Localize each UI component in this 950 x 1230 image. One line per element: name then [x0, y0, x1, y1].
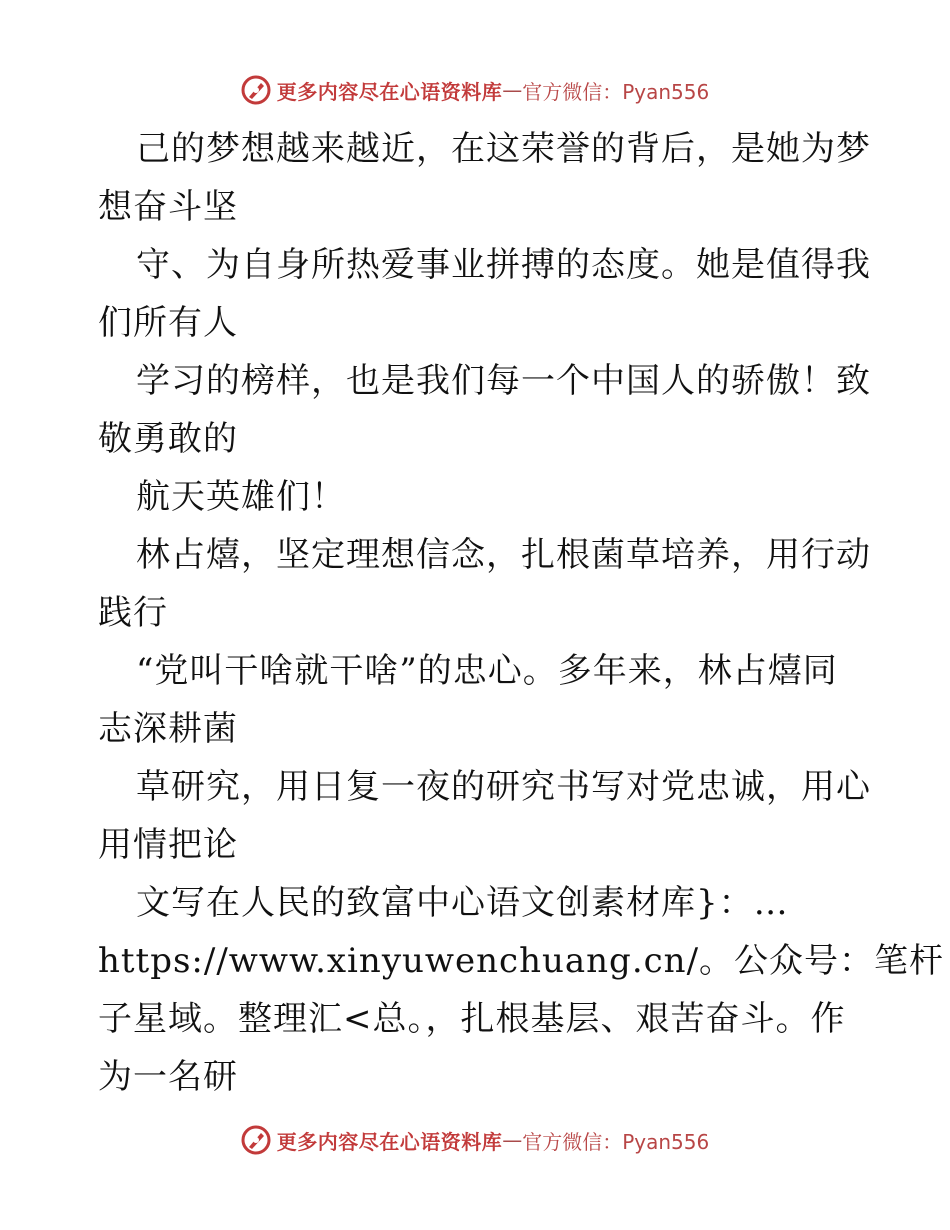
- body-line: 文写在人民的致富中心语文创素材库}：…: [136, 883, 789, 923]
- body-line: 航天英雄们！: [136, 477, 346, 517]
- body-line: 守、为自身所热爱事业拼搏的态度。她是值得我: [136, 245, 871, 285]
- body-line: 志深耕菌: [98, 709, 238, 749]
- header-dash: —: [502, 78, 523, 102]
- body-line: 子星域。整理汇<总。，扎根基层、艰苦奋斗。作: [98, 999, 846, 1039]
- body-line: https://www.xinyuwenchuang.cn/。公众号：笔杆: [98, 941, 945, 981]
- body-line: 为一名研: [98, 1057, 238, 1097]
- body-line: 想奋斗坚: [98, 187, 238, 227]
- pen-logo-icon: [241, 1125, 271, 1155]
- body-line: “党叫干啥就干啥”的忠心。多年来，林占熺同: [136, 651, 838, 691]
- body-line: 学习的榜样，也是我们每一个中国人的骄傲！致: [136, 361, 871, 401]
- footer-banner: [0, 1120, 950, 1160]
- pen-logo-icon: [241, 75, 271, 105]
- body-line: 林占熺，坚定理想信念，扎根菌草培养，用行动: [136, 535, 871, 575]
- body-line: 草研究，用日复一夜的研究书写对党忠诚，用心: [136, 767, 871, 807]
- body-line: 们所有人: [98, 303, 238, 343]
- header-slogan: 更多内容尽在心语资料库: [276, 79, 503, 104]
- header-banner: [0, 70, 950, 110]
- footer-slogan: 更多内容尽在心语资料库: [276, 1129, 503, 1154]
- body-line: 敬勇敢的: [98, 419, 238, 459]
- body-line: 己的梦想越来越近，在这荣誉的背后，是她为梦: [136, 129, 871, 169]
- document-body: [98, 120, 945, 1106]
- body-line: 践行: [98, 593, 168, 633]
- header-wechat: 官方微信：Pyan556: [522, 79, 710, 104]
- footer-dash: —: [502, 1128, 523, 1152]
- body-line: 用情把论: [98, 825, 238, 865]
- footer-wechat: 官方微信：Pyan556: [522, 1129, 710, 1154]
